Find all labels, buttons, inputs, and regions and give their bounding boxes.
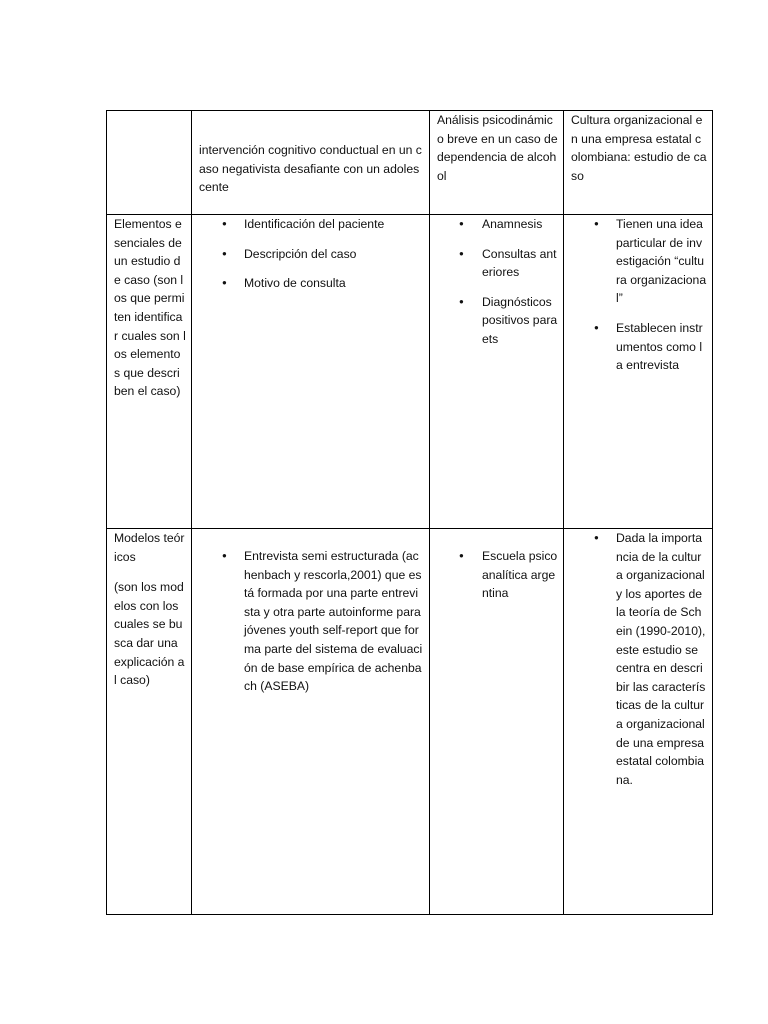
list-item: ● Motivo de consulta xyxy=(199,274,424,293)
list-item: ● Consultas anteriores xyxy=(437,245,558,282)
header-cell-empty xyxy=(107,111,192,215)
row-label-note: (son los modelos con los cuales se busca dar una explicación al caso) xyxy=(114,580,185,688)
list-item: ● Diagnósticos positivos para ets xyxy=(437,293,558,349)
list-item: ● Dada la importancia de la cultura organizacional y los aportes de la teoría de Schein (1990-2010), este estudio se centra en describir las características de la cultura organizacional de una empresa estatal colombiana. xyxy=(571,529,707,789)
header-case-cognitive: intervención cognitivo conductual en un caso negativista desafiante con un adolescente xyxy=(192,111,430,215)
row-label-modelos xyxy=(107,529,192,915)
header-case-organizational: Cultura organizacional en una empresa estatal colombiana: estudio de caso xyxy=(564,111,713,215)
cell-modelos-organizational xyxy=(564,529,713,915)
list-item: ● Descripción del caso xyxy=(199,245,424,264)
bullet-list xyxy=(199,215,424,293)
row-label-elementos: Elementos esenciales de un estudio de caso (son los que permiten identificar cuales son los elementos que describen el caso) xyxy=(107,215,192,529)
list-item: ● Escuela psicoanalítica argentina xyxy=(437,547,558,603)
list-item: ● Establecen instrumentos como la entrevista xyxy=(571,319,707,375)
cell-elementos-cognitive xyxy=(192,215,430,529)
header-case-psychodynamic: Análisis psicodinámico breve en un caso de dependencia de alcohol xyxy=(430,111,564,215)
bullet-list xyxy=(571,529,707,789)
header-row xyxy=(107,111,713,215)
bullet-list xyxy=(437,547,558,603)
cell-modelos-cognitive xyxy=(192,529,430,915)
comparison-table xyxy=(106,110,713,915)
table-row xyxy=(107,215,713,529)
bullet-list xyxy=(199,547,424,696)
list-item: ● Tienen una idea particular de investigación “cultura organizacional” xyxy=(571,215,707,308)
list-item: ● Anamnesis xyxy=(437,215,558,234)
table-row xyxy=(107,529,713,915)
row-label-title: Modelos teóricos xyxy=(114,531,185,564)
cell-elementos-psychodynamic xyxy=(430,215,564,529)
list-item: ● Entrevista semi estructurada (achenbach y rescorla,2001) que está formada por una parte entrevista y otra parte autoinforme para jóvenes youth self-report que forma parte del sistema de evaluación de base empírica de achenbach (ASEBA) xyxy=(199,547,424,696)
cell-modelos-psychodynamic xyxy=(430,529,564,915)
bullet-list xyxy=(437,215,558,349)
cell-elementos-organizational xyxy=(564,215,713,529)
bullet-list xyxy=(571,215,707,375)
list-item: ● Identificación del paciente xyxy=(199,215,424,234)
